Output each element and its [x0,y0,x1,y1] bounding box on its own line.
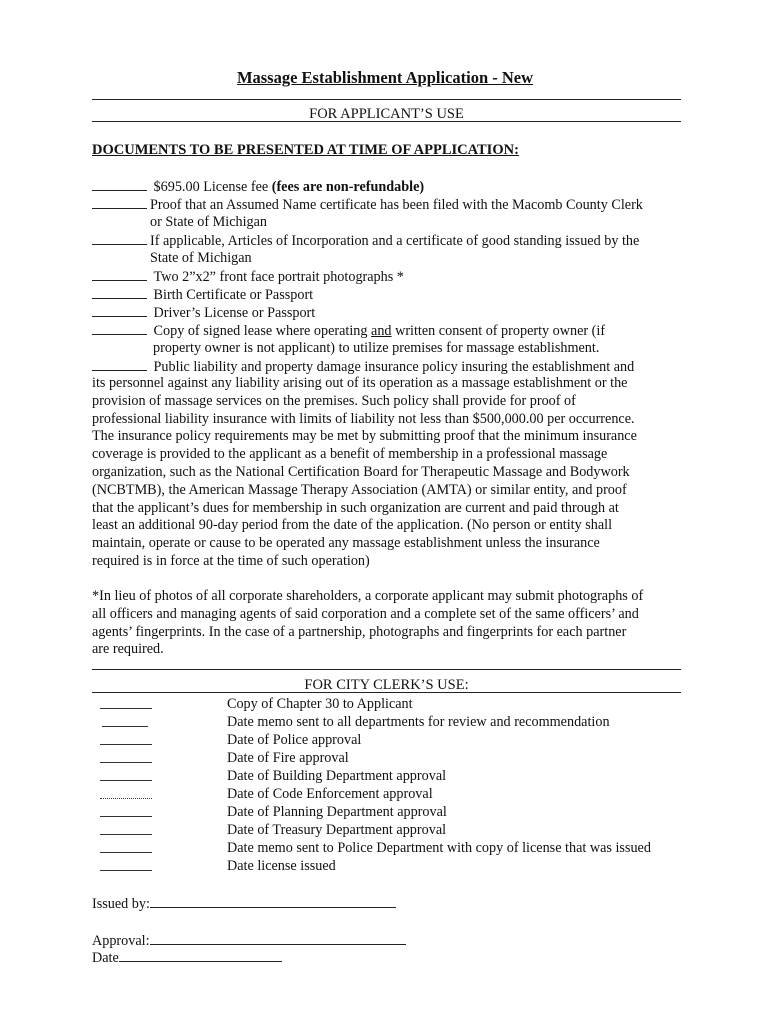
issued-by-line[interactable] [150,893,396,908]
checklist-item-fee: $695.00 License fee (fees are non-refundable) [92,178,424,197]
clerk-blank[interactable] [100,708,152,709]
paragraph-line: coverage is provided to the applicant as a benefit of membership in a professional massage [92,446,608,463]
checklist-item-birth: Birth Certificate or Passport [92,286,313,305]
clerk-blank[interactable] [100,744,152,745]
paragraph-line: agents’ fingerprints. In the case of a partnership, photographs and fingerprints for each partner [92,623,627,640]
clerk-blank[interactable] [100,816,152,817]
checklist-blank[interactable] [92,268,147,281]
footnote-paragraph [92,588,682,659]
clerk-blank[interactable] [100,852,152,853]
checklist-blank[interactable] [92,178,147,191]
checklist-blank[interactable] [92,358,147,371]
applicant-use-label: FOR APPLICANT’S USE [309,106,464,122]
page-title: Massage Establishment Application - New [236,68,534,87]
date-line[interactable] [119,947,282,962]
paragraph-line: least an additional 90-day period from the date of the application. (No person or entity shall [92,517,613,534]
issued-by-field [92,893,396,913]
paragraph-line: required is in force at the time of such operation) [92,552,370,569]
insurance-paragraph [92,375,682,571]
paragraph-line: organization, such as the National Certification Board for Therapeutic Massage and Bodywork [92,463,630,480]
checklist-blank[interactable] [92,322,147,335]
checklist-blank[interactable] [92,286,147,299]
divider [92,121,681,122]
application-page: Massage Establishment Application - New FOR APPLICANT’S USE DOCUMENTS TO BE PRESENTED AT TIME OF APPLICATION: $695.00 License fee (fees are non-refundable) Proof that an Assumed Name certificate has been filed with the Macomb County Clerk or State of Michigan If applicable, Articles of Incorporation and a certificate of good standing issued by the State of Michigan Two 2”x2” front face portrait photographs * Birth Certificate or Passport Driver’s License or Passport Copy of signed lease where operating and written consent of property owner (if property owner is not applicant) to utilize premises for massage establishment. Public liability and property damage insurance policy insuring the establishment and its personnel against any liability arising out of its operation as a massage establishment or the provision of massage services on the premises. Such policy shall provide for proof of professional liability insurance with limits of liability not less than $500,000.00 per occurrence. The insurance policy requirements may be met by submitting proof that the minimum insurance coverage is provided to the applicant as a benefit of membership in a professional massage organization, such as the National Certification Board for Therapeutic Massage and Bodywork (NCBTMB), the American Massage Therapy Association (AMTA) or similar entity, and proof that the applicant’s dues for membership in such organization are current and paid through at least an additional 90-day period from the date of the application. (No person or entity shall maintain, operate or cause to be operated any massage establishment unless the insurance required is in force at the time of such operation) *In lieu of photos of all corporate shareholders, a corporate applicant may submit photographs of all officers and managing agents of said corporation and a complete set of the same officers’ and agents’ fingerprints. In the case of a partnership, photographs and fingerprints for each partner are required. FOR CITY CLERK’S USE: Copy of Chapter 30 to Applicant Date memo sent to all departments for review and recommendation Date of Police approval Date of Fire approval Date of Building Department approval Date of Code Enforcement approval Date of Planning Department approval Date of Treasury Department approval Date memo sent to Police Department with copy of license that was issued Date license issued Issued by: Approval: Date [0,0,770,1024]
clerk-blank[interactable] [100,798,152,799]
paragraph-line: all officers and managing agents of said corporation and a complete set of the same officers’ and [92,605,639,622]
divider [92,669,681,670]
paragraph-line: its personnel against any liability arising out of its operation as a massage establishment or the [92,375,628,391]
approval-line[interactable] [150,930,406,945]
clerk-blank[interactable] [102,726,148,727]
documents-heading: DOCUMENTS TO BE PRESENTED AT TIME OF APPLICATION: [92,142,519,158]
clerk-blank[interactable] [100,870,152,871]
checklist-item-lease: Copy of signed lease where operating and written consent of property owner (if [92,322,605,341]
date-label: Date [92,950,119,966]
clerk-blank[interactable] [100,780,152,781]
checklist-blank[interactable] [92,304,147,317]
paragraph-line: The insurance policy requirements may be met by submitting proof that the minimum insurance [92,428,637,445]
divider [92,99,681,100]
clerk-use-label: FOR CITY CLERK’S USE: [304,677,469,693]
checklist-item-articles: If applicable, Articles of Incorporation and a certificate of good standing issued by the [92,232,639,251]
checklist-item-assumed-name: Proof that an Assumed Name certificate has been filed with the Macomb County Clerk [92,196,643,215]
checklist-blank[interactable] [92,196,147,209]
checklist-blank[interactable] [92,232,147,245]
checklist-item-photos: Two 2”x2” front face portrait photographs * [92,268,404,287]
checklist-item-continuation: or State of Michigan [150,214,268,230]
paragraph-line: maintain, operate or cause to be operated any massage establishment unless the insurance [92,535,600,552]
paragraph-line: provision of massage services on the premises. Such policy shall provide for proof of [92,392,576,409]
approval-label: Approval: [92,933,150,949]
paragraph-line: (NCBTMB), the American Massage Therapy Association (AMTA) or similar entity, and proof [92,481,627,498]
paragraph-line: *In lieu of photos of all corporate shareholders, a corporate applicant may submit photographs of [92,588,644,604]
clerk-blank[interactable] [100,762,152,763]
divider [92,692,681,693]
issued-by-label: Issued by: [92,896,150,912]
date-field [92,947,282,967]
checklist-item-continuation: property owner is not applicant) to utilize premises for massage establishment. [153,340,600,356]
paragraph-line: are required. [92,641,164,658]
clerk-blank[interactable] [100,834,152,835]
checklist-item-license: Driver’s License or Passport [92,304,315,323]
checklist-item-continuation: State of Michigan [150,250,252,266]
paragraph-line: professional liability insurance with limits of liability not less than $500,000.00 per occurrence. [92,410,635,427]
checklist-item-insurance: Public liability and property damage insurance policy insuring the establishment and [92,358,634,377]
paragraph-line: that the applicant’s dues for membership in such organization are current and paid through at [92,499,619,516]
